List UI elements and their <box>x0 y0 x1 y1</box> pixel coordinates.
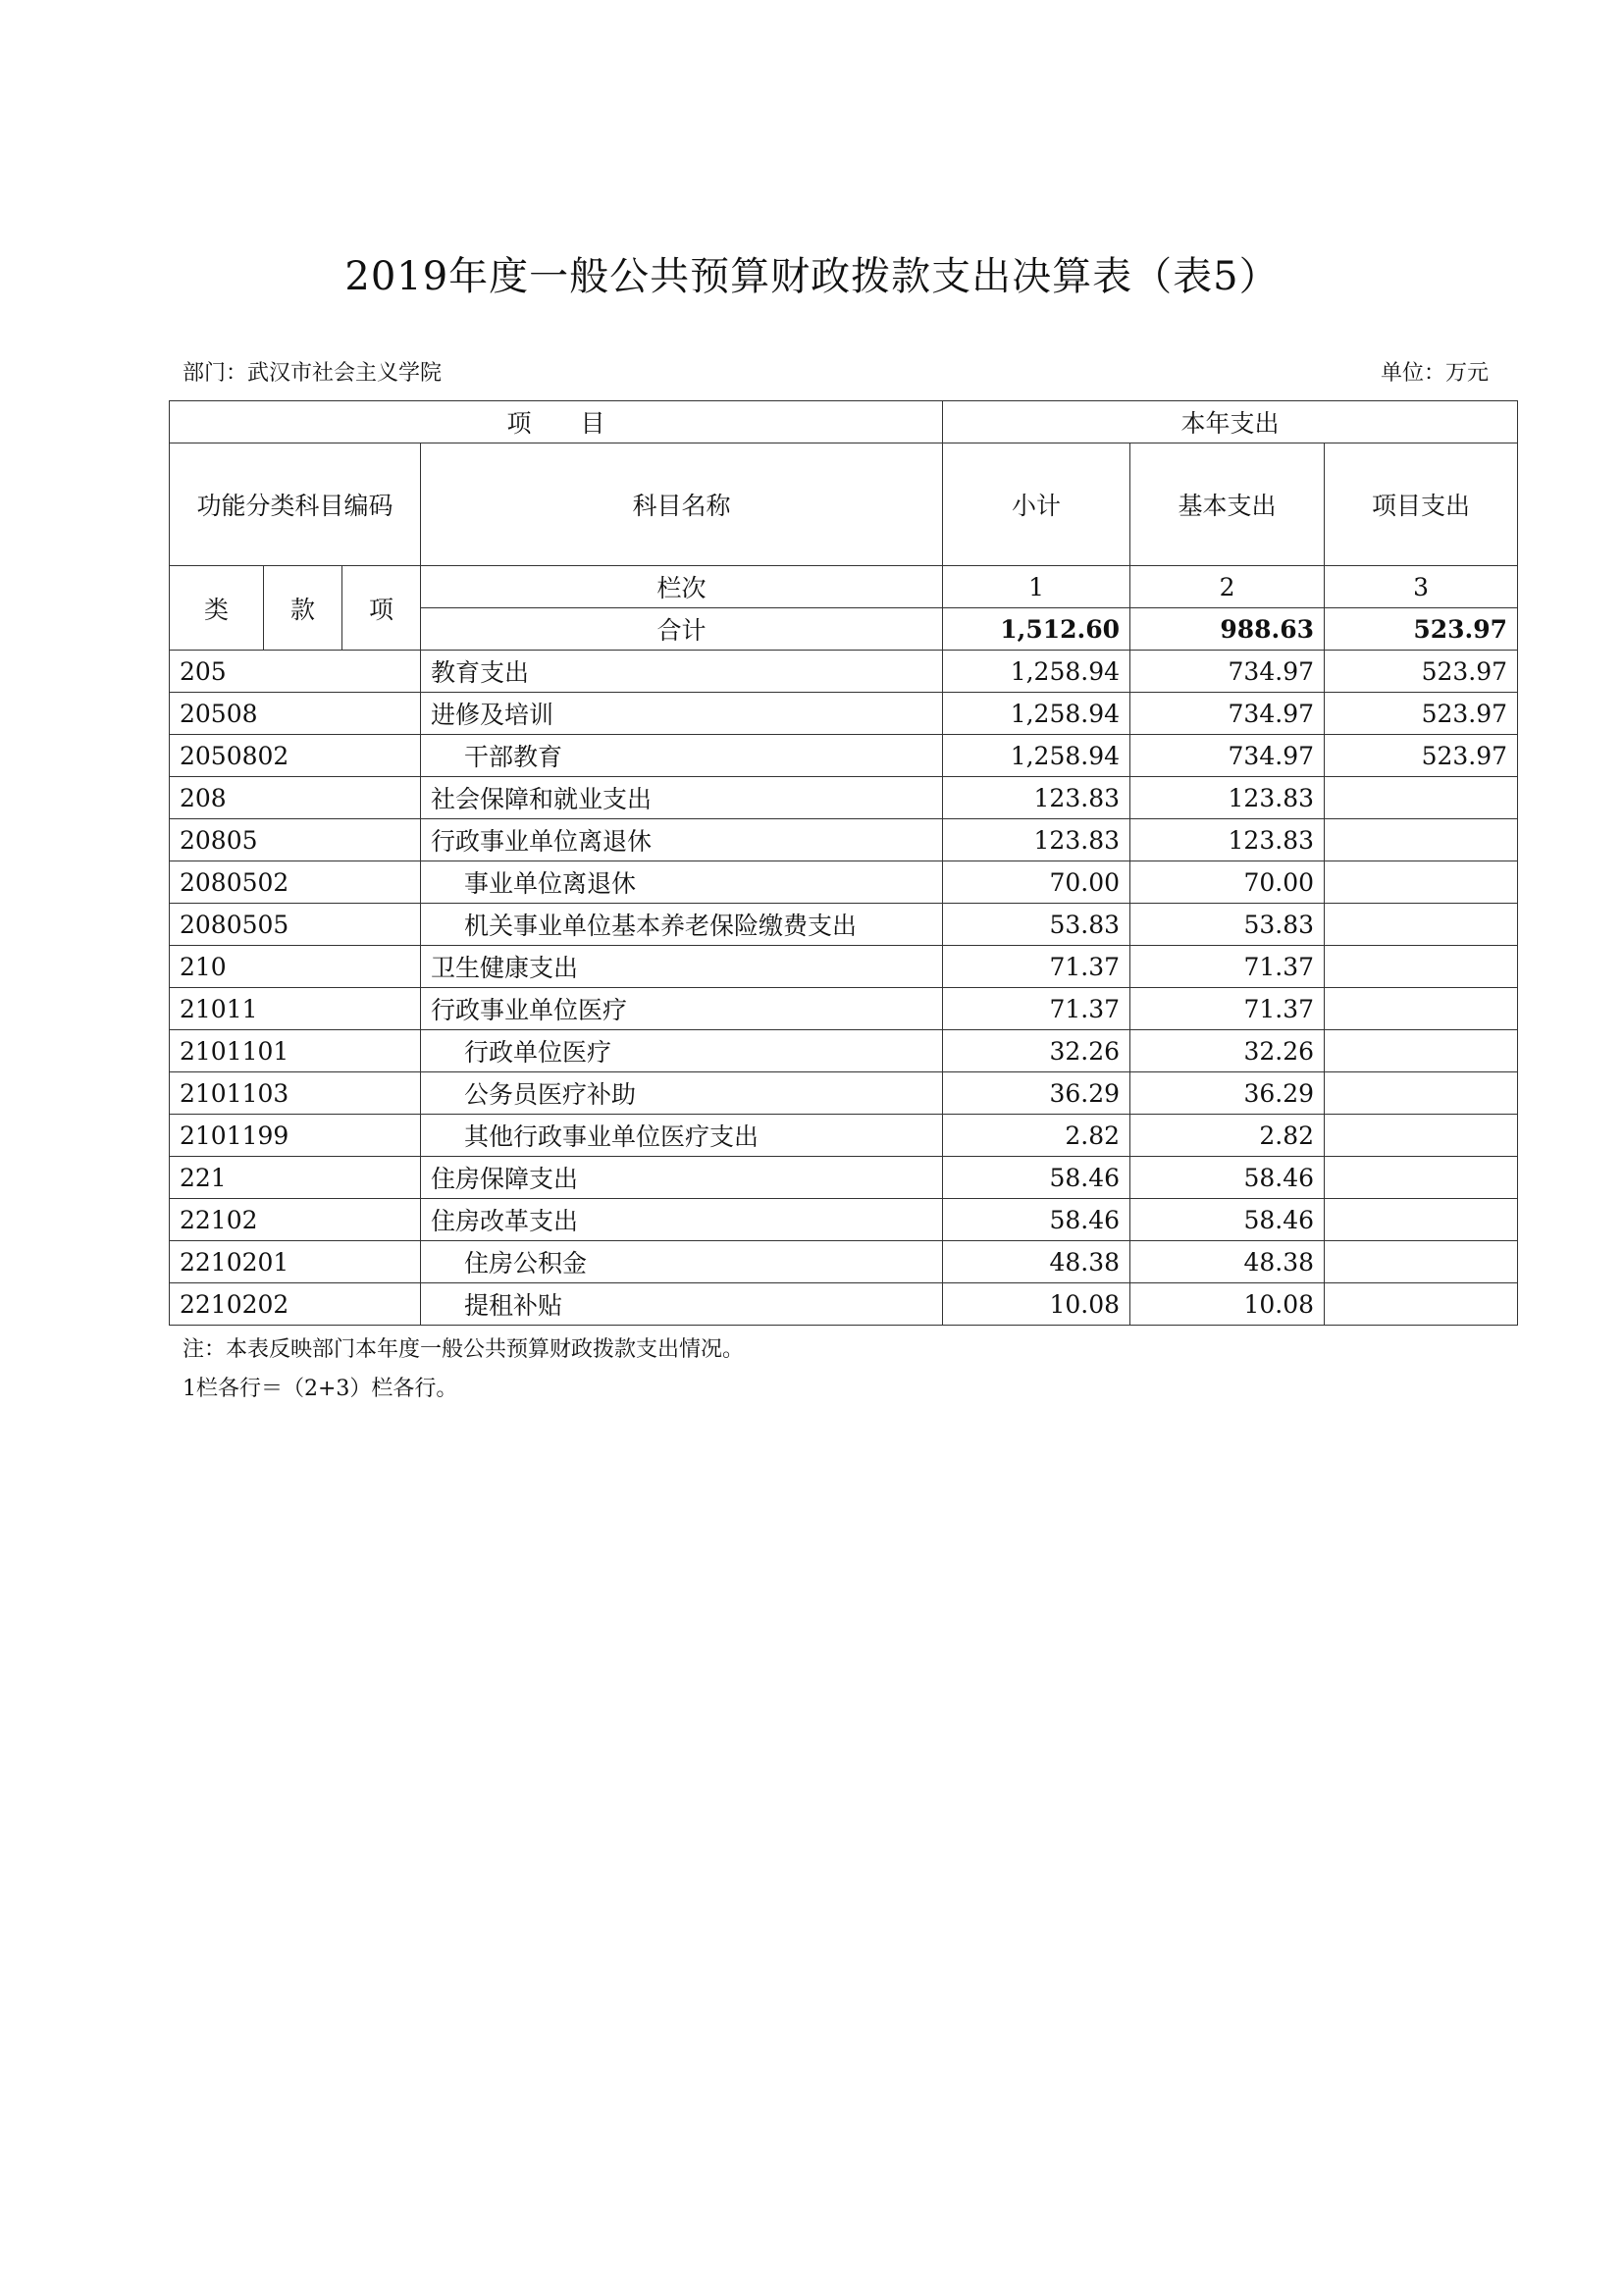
row-subtotal: 71.37 <box>943 988 1130 1030</box>
row-basic: 734.97 <box>1130 693 1325 735</box>
note-line-2: 1栏各行＝（2+3）栏各行。 <box>183 1377 458 1401</box>
row-project <box>1325 777 1518 819</box>
row-code: 2210201 <box>170 1241 421 1283</box>
row-project <box>1325 946 1518 988</box>
table-row <box>170 819 1518 861</box>
row-code: 210 <box>170 946 421 988</box>
row-basic: 53.83 <box>1130 904 1325 946</box>
row-basic: 734.97 <box>1130 651 1325 693</box>
row-code: 20805 <box>170 819 421 861</box>
row-basic: 10.08 <box>1130 1283 1325 1326</box>
unit-label: 单位：万元 <box>1380 361 1489 386</box>
row-subtotal: 1,258.94 <box>943 651 1130 693</box>
row-name: 住房公积金 <box>421 1241 943 1283</box>
row-name: 教育支出 <box>421 651 943 693</box>
row-name: 卫生健康支出 <box>421 946 943 988</box>
table-row <box>170 988 1518 1030</box>
header-col1: 1 <box>943 566 1130 608</box>
row-subtotal: 32.26 <box>943 1030 1130 1072</box>
row-project <box>1325 1072 1518 1115</box>
row-name: 行政事业单位离退休 <box>421 819 943 861</box>
table-row <box>170 1072 1518 1115</box>
row-subtotal: 123.83 <box>943 777 1130 819</box>
header-subtotal: 小计 <box>943 443 1130 566</box>
row-code: 221 <box>170 1157 421 1199</box>
row-project <box>1325 904 1518 946</box>
row-basic: 734.97 <box>1130 735 1325 777</box>
row-code: 2050802 <box>170 735 421 777</box>
row-name: 事业单位离退休 <box>421 861 943 904</box>
row-basic: 32.26 <box>1130 1030 1325 1072</box>
row-subtotal: 123.83 <box>943 819 1130 861</box>
header-column-no: 栏次 <box>421 566 943 608</box>
row-name: 其他行政事业单位医疗支出 <box>421 1115 943 1157</box>
row-project <box>1325 1115 1518 1157</box>
row-project <box>1325 1030 1518 1072</box>
row-name: 行政单位医疗 <box>421 1030 943 1072</box>
row-name: 公务员医疗补助 <box>421 1072 943 1115</box>
total-subtotal: 1,512.60 <box>943 608 1130 651</box>
row-name: 社会保障和就业支出 <box>421 777 943 819</box>
row-basic: 123.83 <box>1130 819 1325 861</box>
header-basic: 基本支出 <box>1130 443 1325 566</box>
note-line-1: 注：本表反映部门本年度一般公共预算财政拨款支出情况。 <box>183 1337 745 1362</box>
row-project <box>1325 819 1518 861</box>
row-subtotal: 10.08 <box>943 1283 1130 1326</box>
table-row <box>170 904 1518 946</box>
row-basic: 58.46 <box>1130 1199 1325 1241</box>
row-name: 住房保障支出 <box>421 1157 943 1199</box>
table-row <box>170 777 1518 819</box>
department-label: 部门：武汉市社会主义学院 <box>183 361 443 386</box>
table-row <box>170 1115 1518 1157</box>
row-subtotal: 36.29 <box>943 1072 1130 1115</box>
page-title: 2019年度一般公共预算财政拨款支出决算表（表5） <box>344 254 1280 299</box>
total-label: 合计 <box>421 608 943 651</box>
table-row <box>170 651 1518 693</box>
row-subtotal: 58.46 <box>943 1199 1130 1241</box>
header-kuan: 款 <box>264 566 342 651</box>
header-lei: 类 <box>170 566 264 651</box>
row-code: 2080505 <box>170 904 421 946</box>
row-project: 523.97 <box>1325 651 1518 693</box>
row-subtotal: 70.00 <box>943 861 1130 904</box>
row-subtotal: 2.82 <box>943 1115 1130 1157</box>
header-func-code: 功能分类科目编码 <box>170 443 421 566</box>
row-project <box>1325 988 1518 1030</box>
row-code: 205 <box>170 651 421 693</box>
row-subtotal: 71.37 <box>943 946 1130 988</box>
row-subtotal: 48.38 <box>943 1241 1130 1283</box>
total-project: 523.97 <box>1325 608 1518 651</box>
row-code: 20508 <box>170 693 421 735</box>
row-subtotal: 1,258.94 <box>943 735 1130 777</box>
row-code: 2101199 <box>170 1115 421 1157</box>
header-current-year: 本年支出 <box>943 401 1518 443</box>
header-project: 项 目 <box>170 401 943 443</box>
row-code: 22102 <box>170 1199 421 1241</box>
row-code: 2101103 <box>170 1072 421 1115</box>
row-subtotal: 58.46 <box>943 1157 1130 1199</box>
row-name: 行政事业单位医疗 <box>421 988 943 1030</box>
row-code: 2101101 <box>170 1030 421 1072</box>
table-row <box>170 1030 1518 1072</box>
row-basic: 58.46 <box>1130 1157 1325 1199</box>
row-code: 208 <box>170 777 421 819</box>
header-col2: 2 <box>1130 566 1325 608</box>
row-name: 进修及培训 <box>421 693 943 735</box>
row-basic: 123.83 <box>1130 777 1325 819</box>
header-row-1 <box>170 401 1518 443</box>
row-name: 机关事业单位基本养老保险缴费支出 <box>421 904 943 946</box>
table-row <box>170 735 1518 777</box>
row-basic: 71.37 <box>1130 988 1325 1030</box>
row-project: 523.97 <box>1325 693 1518 735</box>
row-project <box>1325 1283 1518 1326</box>
row-project <box>1325 861 1518 904</box>
row-project: 523.97 <box>1325 735 1518 777</box>
row-basic: 48.38 <box>1130 1241 1325 1283</box>
row-name: 提租补贴 <box>421 1283 943 1326</box>
row-code: 21011 <box>170 988 421 1030</box>
header-row-3 <box>170 566 1518 608</box>
header-xiang: 项 <box>342 566 421 651</box>
table-row <box>170 1199 1518 1241</box>
row-name: 干部教育 <box>421 735 943 777</box>
row-basic: 2.82 <box>1130 1115 1325 1157</box>
table-row <box>170 1157 1518 1199</box>
row-code: 2210202 <box>170 1283 421 1326</box>
header-subject-name: 科目名称 <box>421 443 943 566</box>
table-row <box>170 1283 1518 1326</box>
table-row <box>170 946 1518 988</box>
table-row <box>170 861 1518 904</box>
row-project <box>1325 1241 1518 1283</box>
total-basic: 988.63 <box>1130 608 1325 651</box>
row-subtotal: 1,258.94 <box>943 693 1130 735</box>
row-project <box>1325 1199 1518 1241</box>
table-row <box>170 693 1518 735</box>
row-basic: 71.37 <box>1130 946 1325 988</box>
row-name: 住房改革支出 <box>421 1199 943 1241</box>
header-row-2 <box>170 443 1518 566</box>
row-code: 2080502 <box>170 861 421 904</box>
row-subtotal: 53.83 <box>943 904 1130 946</box>
header-col3: 3 <box>1325 566 1518 608</box>
row-basic: 70.00 <box>1130 861 1325 904</box>
row-project <box>1325 1157 1518 1199</box>
expenditure-table <box>169 400 1518 1326</box>
table-row <box>170 1241 1518 1283</box>
header-project-exp: 项目支出 <box>1325 443 1518 566</box>
row-basic: 36.29 <box>1130 1072 1325 1115</box>
